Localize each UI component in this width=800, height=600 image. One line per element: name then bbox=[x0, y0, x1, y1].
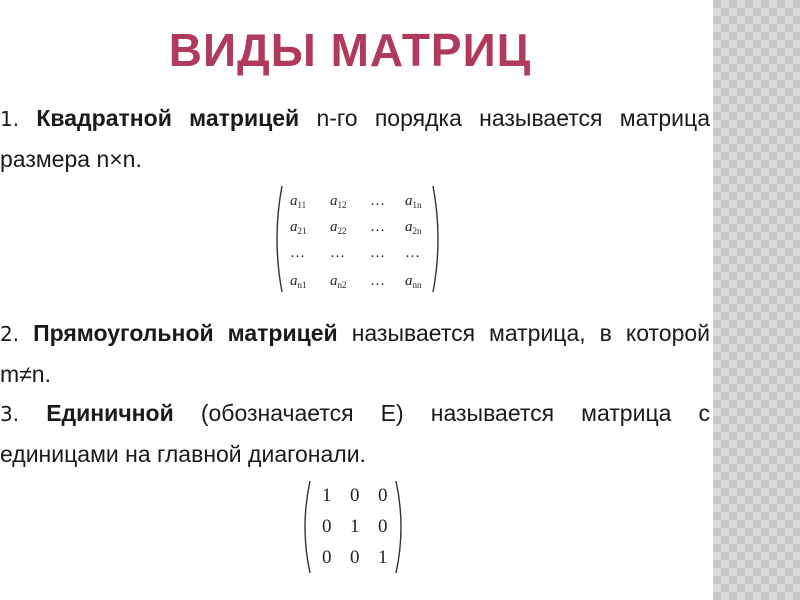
item-number: 1. bbox=[0, 107, 20, 131]
matrix-entry: 0 bbox=[378, 485, 388, 506]
matrix-entry: $a_{1n}$ bbox=[405, 193, 422, 210]
square-matrix-left-bracket bbox=[277, 186, 282, 292]
matrix-entry: 0 bbox=[350, 547, 360, 568]
matrix-entry: $a_{12}$ bbox=[330, 193, 347, 210]
square-matrix-right-bracket bbox=[433, 186, 438, 292]
item-text: называется матрица, в которой m≠n. bbox=[0, 320, 710, 387]
matrix-entry: … bbox=[370, 245, 385, 261]
identity-matrix-right-bracket bbox=[396, 481, 401, 573]
matrix-entry: … bbox=[405, 245, 420, 261]
matrix-entry: … bbox=[370, 219, 385, 235]
matrix-entry: 0 bbox=[322, 547, 332, 568]
matrix-entry: $a_{22}$ bbox=[330, 219, 347, 236]
matrix-entry: $a_{21}$ bbox=[290, 219, 307, 236]
definition-item-square bbox=[0, 98, 710, 179]
matrix-entry: $a_{nn}$ bbox=[405, 273, 422, 290]
matrix-entry: $a_{11}$ bbox=[290, 193, 307, 210]
matrix-entry: 0 bbox=[322, 516, 332, 537]
matrix-entry: $a_{n1}$ bbox=[290, 273, 307, 290]
decorative-sidebar bbox=[713, 0, 800, 600]
matrix-entry: 1 bbox=[350, 516, 360, 537]
square-matrix-figure bbox=[270, 183, 445, 295]
matrix-entry: … bbox=[370, 273, 385, 289]
matrix-entry: 1 bbox=[322, 485, 332, 506]
item-term: Квадратной матрицей bbox=[36, 105, 300, 131]
matrix-entry: … bbox=[290, 245, 305, 261]
item-number: 3. bbox=[0, 402, 20, 426]
matrix-entry: 0 bbox=[378, 516, 388, 537]
item-text: (обозначается E) называется матрица с единицами на главной диагонали. bbox=[0, 400, 711, 467]
definition-item-identity bbox=[0, 393, 710, 474]
identity-matrix-left-bracket bbox=[305, 481, 310, 573]
definition-item-rectangular bbox=[0, 313, 710, 394]
item-text: n-го порядка называется матрица размера n×n. bbox=[0, 105, 710, 172]
item-number: 2. bbox=[0, 322, 20, 346]
matrix-entry: $a_{n2}$ bbox=[330, 273, 347, 290]
slide-title: ВИДЫ МАТРИЦ bbox=[168, 24, 532, 76]
matrix-entry: 1 bbox=[378, 547, 388, 568]
item-term: Прямоугольной матрицей bbox=[33, 320, 338, 346]
matrix-entry: … bbox=[330, 245, 345, 261]
matrix-entry: $a_{2n}$ bbox=[405, 219, 422, 236]
matrix-entry: … bbox=[370, 193, 385, 209]
item-term: Единичной bbox=[46, 400, 174, 426]
identity-matrix-figure bbox=[298, 478, 408, 576]
matrix-entry: 0 bbox=[350, 485, 360, 506]
